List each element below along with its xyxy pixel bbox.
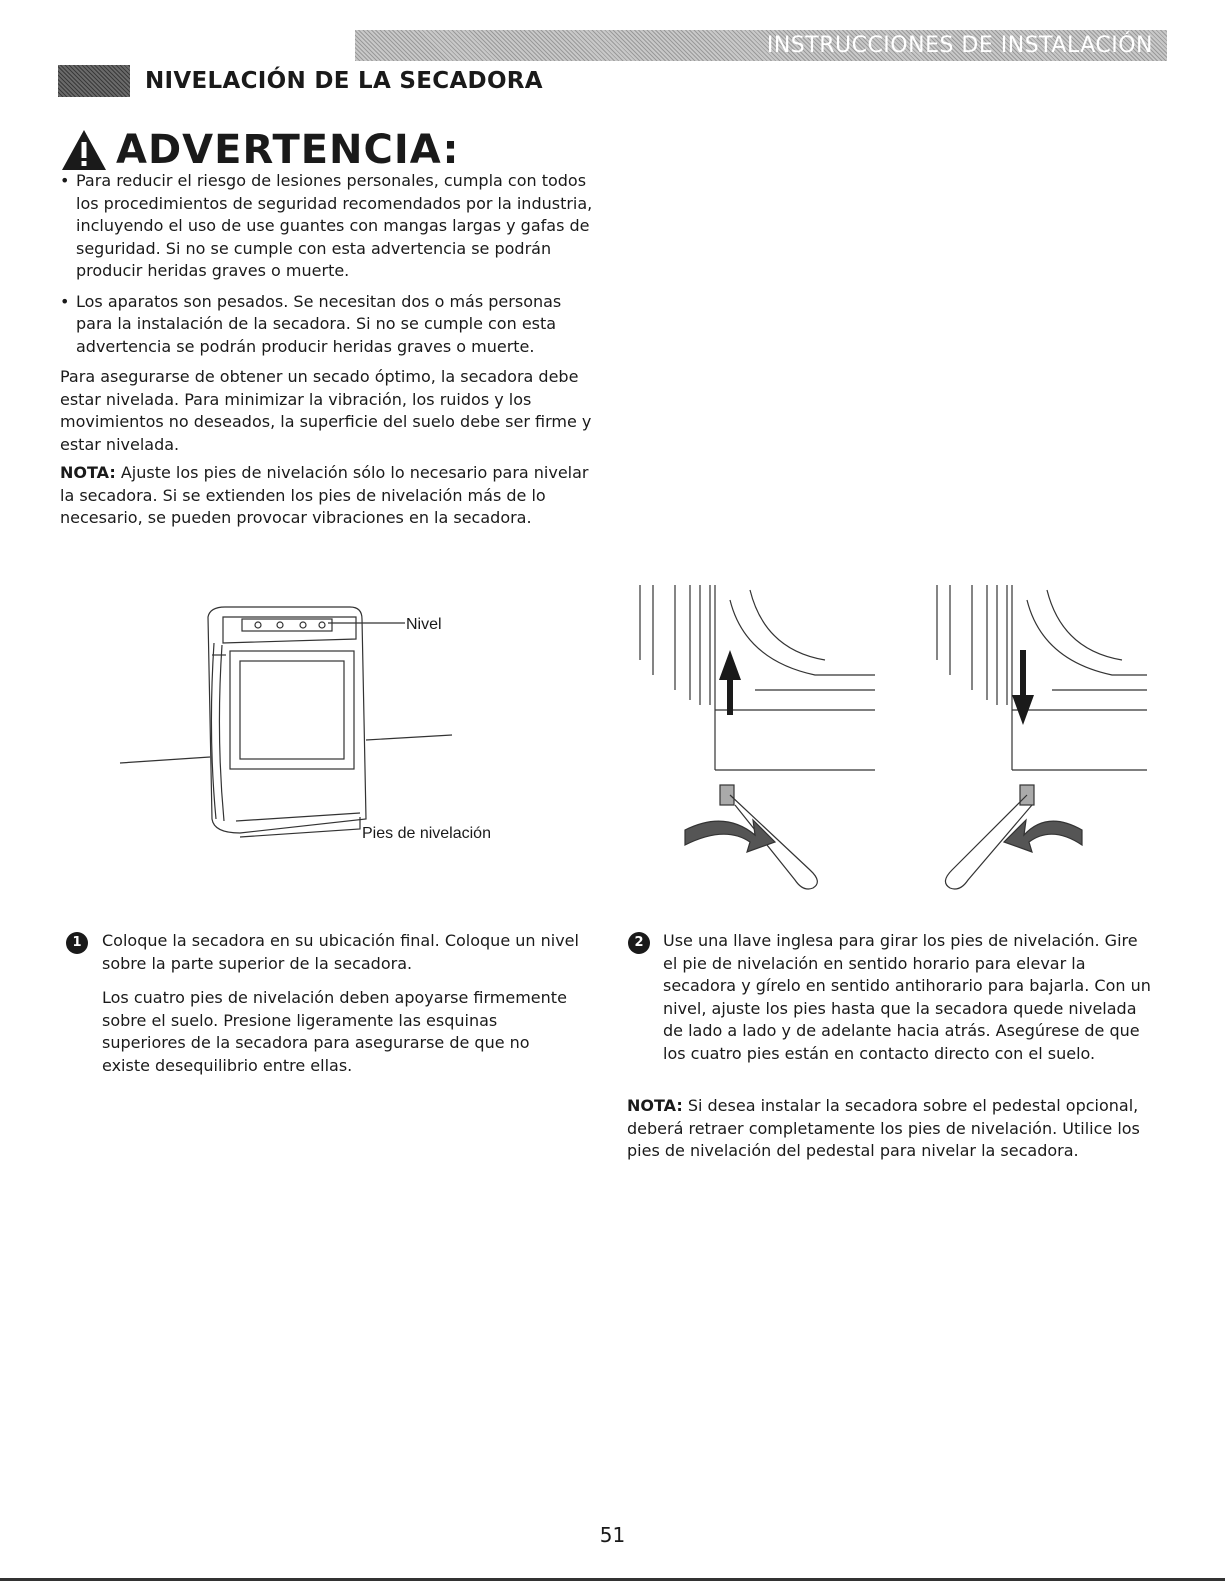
header-band: INSTRUCCIONES DE INSTALACIÓN [355,30,1167,61]
warning-heading [60,128,459,172]
note-label: NOTA: [60,463,116,482]
warning-list [60,170,600,366]
step-2-instruction: Use una llave inglesa para girar los pies de nivelación. Gire el pie de nivelación en sentido horario para elevar la secadora y gírelo en sentido antihorario para bajarla. Con un nivel, ajuste los pies hasta que la secadora quede nivelada de lado a lado y de adelante hacia atrás. Asegúrese de que los cuatro pies están en contacto directo con el suelo. [663,931,1151,1063]
warning-bullet: • Los aparatos son pesados. Se necesitan dos o más personas para la instalación de la secadora. Si no se cumple con esta advertencia se podrán producir heridas graves o muerte. [60,291,600,359]
note-label: NOTA: [627,1096,683,1115]
dryer-illustration [110,595,460,855]
step-1-text [102,930,582,1077]
note-text: Ajuste los pies de nivelación sólo lo necesario para nivelar la secadora. Si se extienden los pies de nivelación más de lo necesario, se pueden provocar vibraciones en la secadora. [60,463,589,527]
step-1-detail: Los cuatro pies de nivelación deben apoyarse firmemente sobre el suelo. Presione ligeramente las esquinas superiores de la secadora para asegurarse de que no existe desequilibrio entre ellas. [102,988,567,1075]
note-text: Si desea instalar la secadora sobre el pedestal opcional, deberá retraer completamente los pies de nivelación. Utilice los pies de nivelación del pedestal para nivelar la secadora. [627,1096,1140,1160]
pedestal-note [627,1095,1157,1163]
wrench-raise-illustration [635,580,880,890]
step-2-number: 2 [628,932,650,954]
wrench-lower-illustration [932,580,1150,890]
note-paragraph [60,462,600,530]
warning-icon [60,128,108,172]
intro-paragraph: Para asegurarse de obtener un secado óptimo, la secadora debe estar nivelada. Para minimizar la vibración, los ruidos y los movimientos no deseados, la superficie del suelo debe ser firme y estar nivelada. [60,367,592,454]
step-2-text [663,930,1153,1065]
warning-title: ADVERTENCIA: [116,127,460,173]
leveling-feet-label: Pies de nivelación [362,825,491,842]
warning-bullet: • Para reducir el riesgo de lesiones personales, cumpla con todos los procedimientos de seguridad recomendados por la industria, incluyendo el uso de use guantes con mangas largas y gafas de seguridad. Si no se cumple con esta advertencia se podrán producir heridas graves o muerte. [60,170,600,283]
step-1-instruction: Coloque la secadora en su ubicación final. Coloque un nivel sobre la parte superior de la secadora. [102,931,579,973]
level-label: Nivel [406,616,442,633]
page-number: 51 [599,1523,626,1547]
step-1-number: 1 [66,932,88,954]
section-title: NIVELACIÓN DE LA SECADORA [145,68,543,94]
bottom-rule [0,1578,1225,1581]
section-marker [58,65,130,97]
